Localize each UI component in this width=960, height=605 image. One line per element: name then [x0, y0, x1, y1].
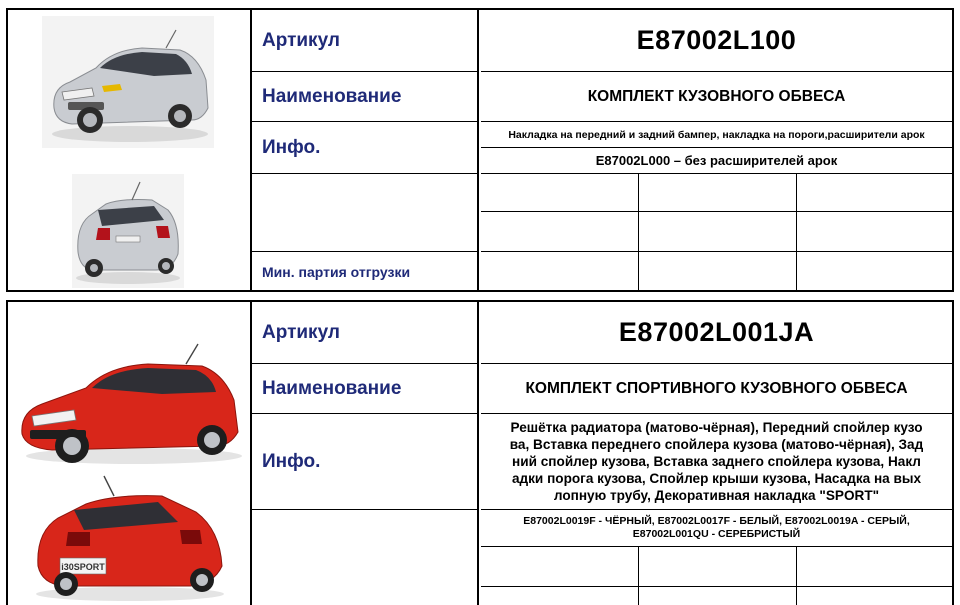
- info-label: Инфо.: [262, 450, 321, 472]
- product-photos: [8, 10, 252, 290]
- product-name: КОМПЛЕКТ СПОРТИВНОГО КУЗОВНОГО ОБВЕСА: [525, 379, 908, 397]
- min-batch-label: Мин. партия отгрузки: [262, 264, 411, 280]
- sport-badge-text: i30SPORT: [61, 562, 105, 572]
- car-rear-photo: [30, 474, 230, 602]
- article-number: E87002L001JA: [618, 317, 815, 347]
- article-number: E87002L100: [636, 25, 797, 55]
- article-label: Артикул: [262, 321, 340, 343]
- codes-line: E87002L0019F - ЧЁРНЫЙ, E87002L0017F - БЕЛЫЙ, E87002L0019A - СЕРЫЙ,: [523, 515, 910, 527]
- description-line: адки порога кузова, Спойлер крыши кузова, Насадка на вых: [511, 471, 922, 486]
- description-line: лопную трубу, Декоративная накладка "SPORT": [553, 488, 880, 503]
- labels-column: [252, 302, 479, 605]
- kit-description: [481, 419, 952, 504]
- name-label: Наименование: [262, 85, 402, 107]
- variant-note: E87002L000 – без расширителей арок: [595, 153, 838, 168]
- description-line: ний спойлер кузова, Вставка заднего спойлера кузова, Накл: [512, 454, 921, 469]
- color-codes: [481, 515, 952, 541]
- values-column: [481, 302, 952, 605]
- description-line: ва, Вставка переднего спойлера кузова (матово-чёрная), Зад: [509, 437, 924, 452]
- card-separator: [0, 294, 960, 298]
- values-column: [481, 10, 952, 290]
- empty-grid: [481, 547, 952, 605]
- description-line: Решётка радиатора (матово-чёрная), Передний спойлер кузо: [510, 420, 923, 435]
- article-label: Артикул: [262, 29, 340, 51]
- product-card-2: [6, 300, 954, 605]
- name-label: Наименование: [262, 377, 402, 399]
- info-text: Накладка на передний и задний бампер, накладка на пороги,расширители арок: [508, 128, 925, 141]
- product-card-1: [6, 8, 954, 292]
- labels-column: [252, 10, 479, 290]
- car-front-photo: [16, 338, 246, 468]
- car-front-photo: [42, 16, 214, 148]
- product-photos: [8, 302, 252, 605]
- info-label: Инфо.: [262, 136, 321, 158]
- product-name: КОМПЛЕКТ КУЗОВНОГО ОБВЕСА: [587, 87, 846, 105]
- codes-line: E87002L001QU - СЕРЕБРИСТЫЙ: [632, 528, 801, 540]
- empty-grid: [481, 174, 952, 292]
- car-rear-photo: [72, 174, 184, 288]
